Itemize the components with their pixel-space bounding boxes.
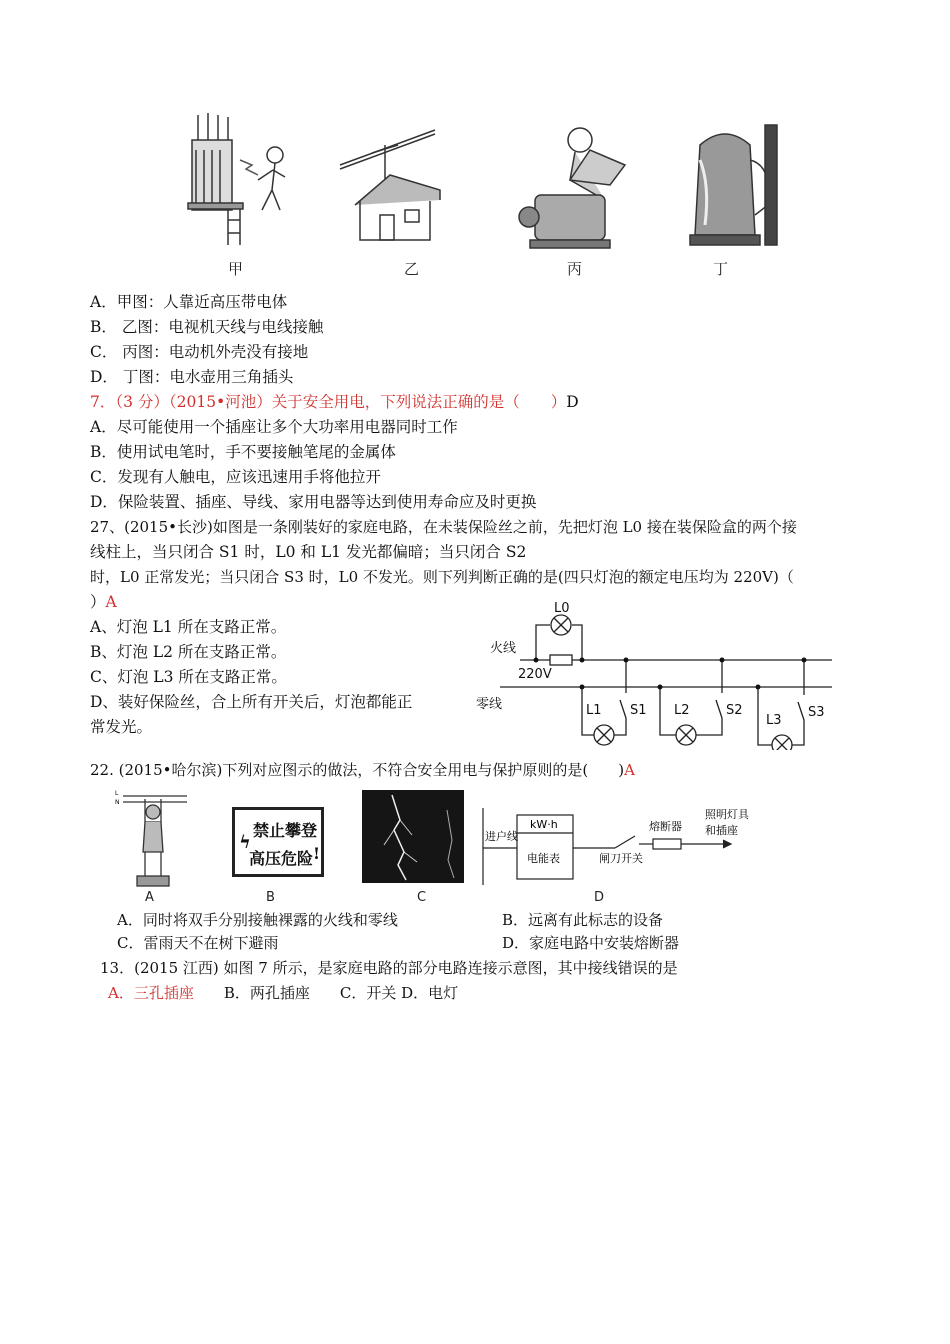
lightning-icon: ϟ (239, 832, 251, 853)
sign-line1: 禁止攀登 (253, 821, 318, 840)
sign-line2: 高压危险 (249, 849, 314, 868)
prev-option-c: C． 丙图：电动机外壳没有接地 (90, 343, 309, 361)
q27-option-c: C、灯泡 L3 所在支路正常。 (90, 668, 287, 686)
q22-figure-d-circuit (475, 800, 755, 890)
d-meter-unit: kW·h (530, 818, 558, 831)
q13-options-line (108, 981, 458, 1005)
label-voltage: 220V (518, 667, 552, 682)
q7-stem-line (90, 390, 579, 414)
q22-label-a: A (145, 890, 154, 905)
label-live: 火线 (490, 641, 517, 656)
q22-stem-line (90, 758, 635, 782)
label-l2: L2 (674, 703, 690, 718)
figure-safety-illustrations (180, 105, 780, 290)
q27-answer: A (105, 593, 117, 611)
caption-ding: 丁 (713, 260, 729, 278)
q27-option-a: A、灯泡 L1 所在支路正常。 (90, 618, 287, 636)
q22-label-c: C (417, 890, 427, 905)
prev-option-b: B． 乙图：电视机天线与电线接触 (90, 318, 324, 336)
prev-option-a: A．甲图：人靠近高压带电体 (90, 293, 288, 311)
caption-yi: 乙 (404, 260, 420, 278)
q27-option-d-cont: 常发光。 (90, 718, 153, 736)
q27-circuit-diagram (470, 600, 840, 750)
prev-option-d: D． 丁图：电水壶用三角插头 (90, 368, 294, 386)
figure-bing-motor (519, 128, 625, 248)
d-switch: 闸刀开关 (599, 852, 643, 865)
label-s2: S2 (726, 703, 743, 718)
q22-option-d: D．家庭电路中安装熔断器 (502, 934, 680, 952)
figure-yi-house (340, 130, 440, 240)
label-s3: S3 (808, 705, 825, 720)
caption-jia: 甲 (228, 260, 244, 278)
figure-ding-kettle (690, 125, 777, 245)
wire-n-label: N (115, 799, 120, 806)
q22-figure-c-lightning (362, 790, 464, 883)
q22-warning-sign (232, 807, 324, 877)
q22-answer: A (624, 761, 635, 779)
q27-option-d: D、装好保险丝，合上所有开关后，灯泡都能正 (90, 693, 413, 711)
q7-answer: D (566, 393, 579, 411)
q13-answer-option: A．三孔插座 (108, 984, 194, 1002)
label-s1: S1 (630, 703, 647, 718)
label-l1: L1 (586, 703, 602, 718)
label-neutral: 零线 (476, 697, 503, 712)
q27-line3: 时，L0 正常发光；当只闭合 S3 时，L0 不发光。则下列判断正确的是(四只灯泡的额定电压均为 220V)（ (90, 568, 794, 586)
q27-line1: 27、(2015•长沙)如图是一条刚装好的家庭电路，在未装保险丝之前，先把灯泡 L0 接在装保险盒的两个接 (90, 518, 797, 536)
figure-jia-transformer (188, 113, 285, 245)
q7-option-a: A．尽可能使用一个插座让多个大功率用电器同时工作 (90, 418, 458, 436)
q7-option-d: D．保险装置、插座、导线、家用电器等达到使用寿命应及时更换 (90, 493, 537, 511)
d-meter: 电能表 (527, 852, 560, 865)
q27-option-b: B、灯泡 L2 所在支路正常。 (90, 643, 287, 661)
q7-option-c: C．发现有人触电，应该迅速用手将他拉开 (90, 468, 381, 486)
caption-bing: 丙 (567, 260, 583, 278)
q22-option-c: C．雷雨天不在树下避雨 (117, 934, 279, 952)
q22-label-b: B (266, 890, 275, 905)
label-l0: L0 (554, 601, 570, 616)
q22-label-d: D (594, 890, 605, 905)
q13-other-options: B．两孔插座 C．开关 D．电灯 (223, 984, 459, 1002)
q27-line4-wrap (90, 590, 117, 614)
d-out1: 照明灯具 (705, 808, 749, 821)
q27-line2: 线柱上，当只闭合 S1 时，L0 和 L1 发光都偏暗；当只闭合 S2 (90, 543, 527, 561)
q22-stem: 22. (2015•哈尔滨)下列对应图示的做法，不符合安全用电与保护原则的是( ) (90, 761, 625, 779)
q22-option-b: B．远离有此标志的设备 (502, 911, 664, 929)
d-out2: 和插座 (705, 824, 738, 837)
q22-figure-a (115, 790, 190, 890)
d-fuse: 熔断器 (649, 820, 682, 833)
q7-option-b: B．使用试电笔时，手不要接触笔尾的金属体 (90, 443, 396, 461)
wire-l-label: L (115, 790, 119, 797)
q27-line4: ） (90, 593, 106, 611)
q22-option-a: A．同时将双手分别接触裸露的火线和零线 (117, 911, 398, 929)
q7-stem: 7．（3 分）（2015•河池）关于安全用电，下列说法正确的是（ ） (90, 393, 567, 411)
label-l3: L3 (766, 713, 782, 728)
exclaim-icon: ! (313, 844, 321, 863)
d-inlet: 进户线 (485, 830, 518, 843)
q13-stem: 13．(2015 江西) 如图 7 所示，是家庭电路的部分电路连接示意图，其中接线错误的是 (100, 959, 678, 977)
